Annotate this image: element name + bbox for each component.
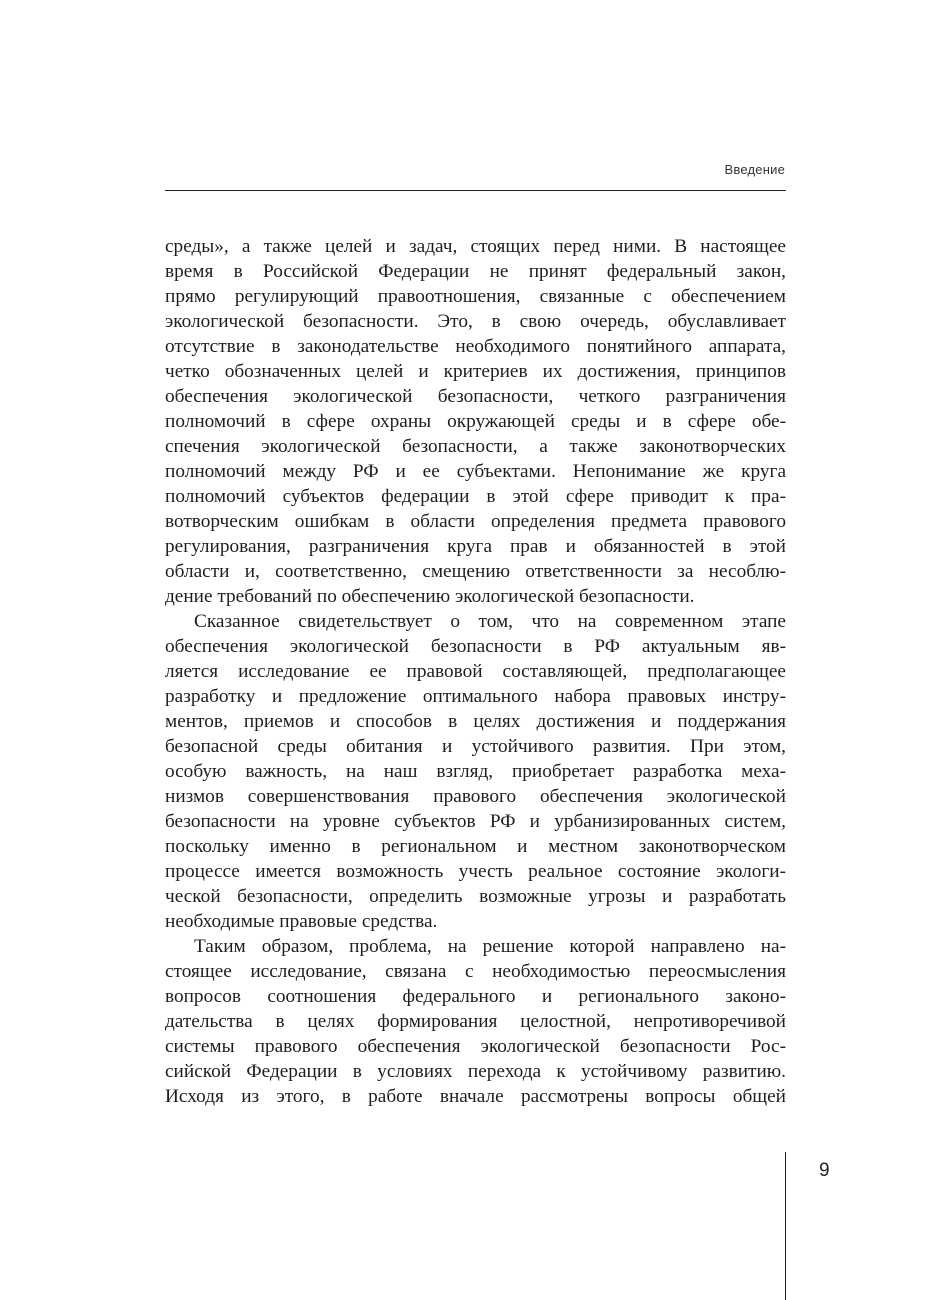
text-line: прямо регулирующий правоотношения, связанные с обеспечением [165, 286, 786, 307]
text-line: особую важность, на наш взгляд, приобретает разработка меха- [165, 761, 786, 782]
text-line: Сказанное свидетельствует о том, что на современном этапе [194, 611, 786, 632]
text-line: обеспечения экологической безопасности в РФ актуальным яв- [165, 636, 786, 657]
text-line: обеспечения экологической безопасности, четкого разграничения [165, 386, 786, 407]
text-line: сийской Федерации в условиях перехода к устойчивому развитию. [165, 1061, 786, 1082]
text-line: безопасной среды обитания и устойчивого развития. При этом, [165, 736, 786, 757]
text-line: Исходя из этого, в работе вначале рассмотрены вопросы общей [165, 1086, 786, 1107]
text-line: полномочий субъектов федерации в этой сфере приводит к пра- [165, 486, 786, 507]
text-line: экологической безопасности. Это, в свою очередь, обуславливает [165, 311, 786, 332]
text-line: поскольку именно в региональном и местном законотворческом [165, 836, 786, 857]
text-line: стоящее исследование, связана с необходимостью переосмысления [165, 961, 786, 982]
text-line: четко обозначенных целей и критериев их достижения, принципов [165, 361, 786, 382]
page-number: 9 [819, 1160, 830, 1181]
text-line: ментов, приемов и способов в целях достижения и поддержания [165, 711, 786, 732]
text-line: отсутствие в законодательстве необходимого понятийного аппарата, [165, 336, 786, 357]
paragraph [165, 934, 786, 1109]
text-line: регулирования, разграничения круга прав и обязанностей в этой [165, 536, 786, 557]
paragraph [165, 234, 786, 609]
text-line: вопросов соотношения федерального и регионального законо- [165, 986, 786, 1007]
text-line: дение требований по обеспечению экологической безопасности. [165, 586, 695, 607]
text-line: время в Российской Федерации не принят федеральный закон, [165, 261, 786, 282]
text-line: процессе имеется возможность учесть реальное состояние экологи- [165, 861, 786, 882]
text-line: спечения экологической безопасности, а также законотворческих [165, 436, 786, 457]
text-line: низмов совершенствования правового обеспечения экологической [165, 786, 786, 807]
text-line: ляется исследование ее правовой составляющей, предполагающее [165, 661, 786, 682]
text-line: полномочий между РФ и ее субъектами. Непонимание же круга [165, 461, 786, 482]
running-header: Введение [724, 162, 785, 177]
text-line: системы правового обеспечения экологической безопасности Рос- [165, 1036, 786, 1057]
header-divider [165, 190, 786, 191]
page-number-divider [785, 1152, 786, 1300]
text-line: вотворческим ошибкам в области определения предмета правового [165, 511, 786, 532]
body-text [165, 234, 786, 1109]
text-line: полномочий в сфере охраны окружающей среды и в сфере обе- [165, 411, 786, 432]
text-line: безопасности на уровне субъектов РФ и урбанизированных систем, [165, 811, 786, 832]
text-line: ческой безопасности, определить возможные угрозы и разработать [165, 886, 786, 907]
text-line: Таким образом, проблема, на решение которой направлено на- [194, 936, 786, 957]
paragraph [165, 609, 786, 934]
text-line: среды», а также целей и задач, стоящих перед ними. В настоящее [165, 236, 786, 257]
text-line: необходимые правовые средства. [165, 911, 438, 932]
text-line: дательства в целях формирования целостной, непротиворечивой [165, 1011, 786, 1032]
text-line: области и, соответственно, смещению ответственности за несоблю- [165, 561, 786, 582]
text-line: разработку и предложение оптимального набора правовых инстру- [165, 686, 786, 707]
